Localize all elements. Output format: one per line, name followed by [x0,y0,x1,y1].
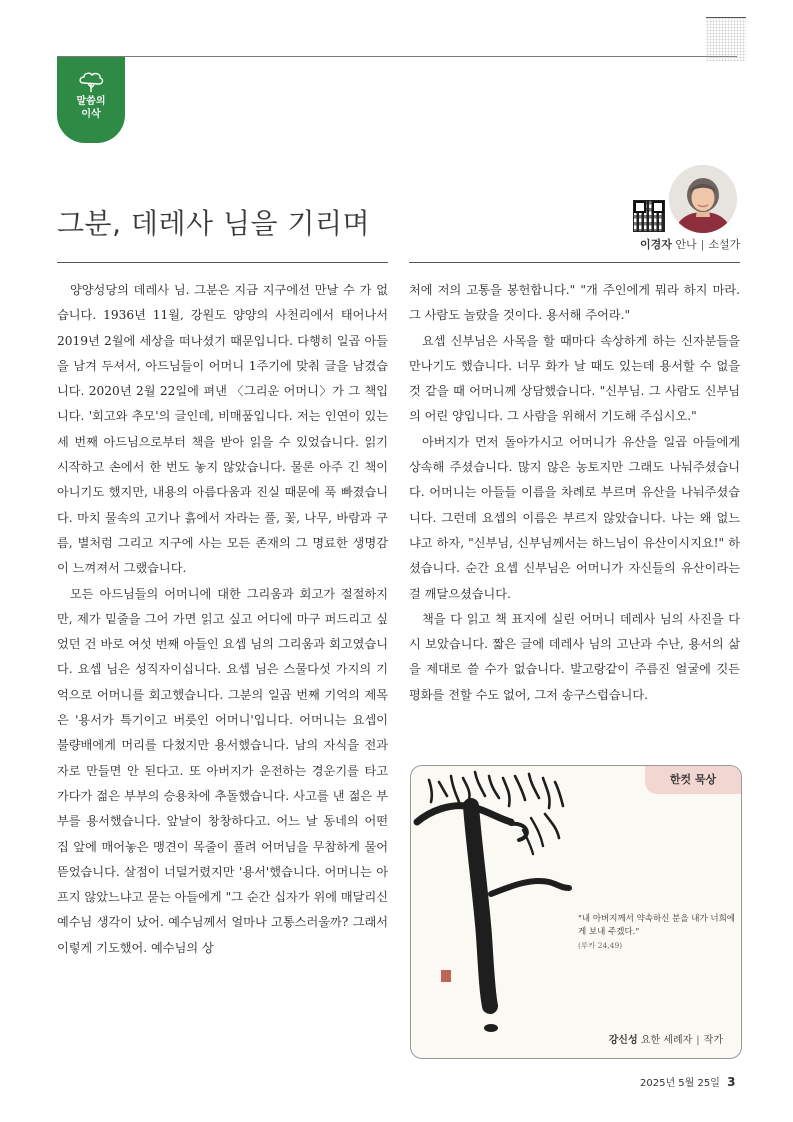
article-paragraph: 모든 아드님들의 어머니에 대한 그리움과 회고가 절절하지만, 제가 밑줄을 그어 가면 읽고 싶고 어디에 마구 퍼드리고 싶었던 건 바로 여섯 번째 아들인 요셉 님의 그리움과 회고였습니다. 요셉 님은 성직자이십니다. 요셉 님은 스물다섯 가지의 기억으로 어머니를 회고했습니다. 그분의 일곱 번째 기억의 제목은 '용서가 특기이고 버릇인 어머니'입니다. 어머니는 요셉이 불량배에게 머리를 다쳤지만 용서했습니다. 남의 자식을 전과자로 만들면 안 된다고. 또 아버지가 운전하는 경운기를 타고 가다가 젊은 부부의 승용차에 추돌했습니다. 사고를 낸 젊은 부부를 용서했습니다. 앞날이 창창하다고. 어느 날 동네의 어떤 집 앞에 매어놓은 맹견이 목줄이 풀려 어머님을 무참하게 물어뜯었습니다. 살점이 너덜거렸지만 '용서'했습니다. 어머니는 아프지 않았느냐고 묻는 아들에게 "그 순간 십자가 위에 매달리신 예수님 생각이 났어. 예수님께서 얼마나 고통스러울까? 그래서 이렇게 기도했어. 예수님의 상 [57,586,388,955]
article-paragraph: 요셉 신부님은 사목을 할 때마다 속상하게 하는 신자분들을 만나기도 했습니다. 너무 화가 날 때도 있는데 용서할 수 없을 것 같을 때 어머니께 상담했습니다. "신부님. 그 사람도 신부님의 어린 양입니다. 그 사람을 위해서 기도해 주십시오." [409,333,740,424]
author-byline [640,236,740,252]
corner-pattern [706,17,746,61]
scripture-quote [578,913,738,952]
author-baptismal-name: 안나 [675,238,697,251]
badge-line-2: 이삭 [81,109,101,120]
right-column-rule [409,262,740,263]
article-paragraph: 아버지가 먼저 돌아가시고 어머니가 유산을 일곱 아들에게 상속해 주셨습니다. 많지 않은 농토지만 그래도 나눠주셨습니다. 어머니는 아들들 이름을 차례로 부르며 유산을 나눠주셨습니다. 그런데 요셉의 이름은 부르지 않았습니다. 나는 왜 없느냐고 하자, "신부님, 신부님께서는 하느님이 유산이시지요!" 하셨습니다. 순간 요셉 신부님은 어머니가 자신들의 유산이라는 걸 깨달으셨습니다. [409,434,740,601]
credit-separator: | [696,1035,700,1046]
top-rule [57,56,737,57]
meditation-box [410,765,742,1059]
author-role: 소설가 [708,238,741,251]
article-paragraph: 처에 저의 고통을 봉헌합니다." "개 주인에게 뭐라 하지 마라. 그 사람도 놀랐을 것이다. 용서해 주어라." [409,283,740,323]
author-portrait [669,165,737,233]
article-paragraph: 책을 다 읽고 책 표지에 실린 어머니 데레사 님의 사진을 다시 보았습니다. 짧은 글에 데레사 님의 고난과 수난, 용서의 삶을 제대로 쓸 수가 없습니다. 발고랑같이 주름진 얼굴에 깃든 평화를 전할 수도 없어, 그저 송구스럽습니다. [409,611,740,702]
section-badge [57,57,125,143]
article-left-column [57,278,388,961]
left-column-rule [57,262,388,263]
article-right-column [409,278,740,708]
badge-line-1: 말씀의 [76,96,106,107]
author-name: 이경자 [640,238,672,251]
artist-credit [609,1031,723,1046]
artist-baptismal-name: 요한 세례자 [640,1035,693,1046]
artist-role: 작가 [703,1035,723,1046]
page-number: 3 [727,1075,736,1089]
byline-separator: | [700,238,705,251]
page-footer [640,1074,735,1089]
corner-pattern-line [706,17,746,18]
article-paragraph: 양양성당의 데레사 님. 그분은 지금 지구에선 만날 수 가 없습니다. 1936년 11월, 강원도 양양의 사천리에서 태어나서 2019년 2월에 세상을 떠나셨기 때문입니다. 다행히 일곱 아들을 남겨 두셔서, 아드님들이 어머니 1주기에 맞춰 글을 남겼습니다. 2020년 2월 22일에 펴낸 〈그리운 어머니〉가 그 책입니다. '회고와 추모'의 글인데, 비매품입니다. 저는 인연이 있는 세 번째 아드님으로부터 책을 받아 읽을 수 있었습니다. 읽기 시작하고 손에서 한 번도 놓지 않았습니다. 물론 아주 긴 책이 아니기도 했지만, 내용의 아름다움과 진실 때문에 푹 빠졌습니다. 마치 물속의 고기나 흙에서 자라는 풀, 꽃, 나무, 바람과 구름, 별처럼 그리고 지구에 사는 모든 존재의 그 명료한 생명감이 느껴져서 그랬습니다. [57,283,388,576]
page-title: 그분, 데레사 님을 기리며 [57,207,371,240]
calligraphy-artwork [411,766,741,1058]
artist-name: 강신성 [608,1035,638,1046]
tree-icon [78,71,104,93]
issue-date: 2025년 5월 25일 [640,1078,720,1089]
meditation-tag: 한컷 묵상 [645,766,741,794]
scripture-text: "내 아버지께서 약속하신 분을 내가 너희에게 보내 주겠다." [578,914,736,937]
qr-code-icon[interactable] [634,201,664,231]
scripture-reference: (루카 24,49) [578,941,623,950]
